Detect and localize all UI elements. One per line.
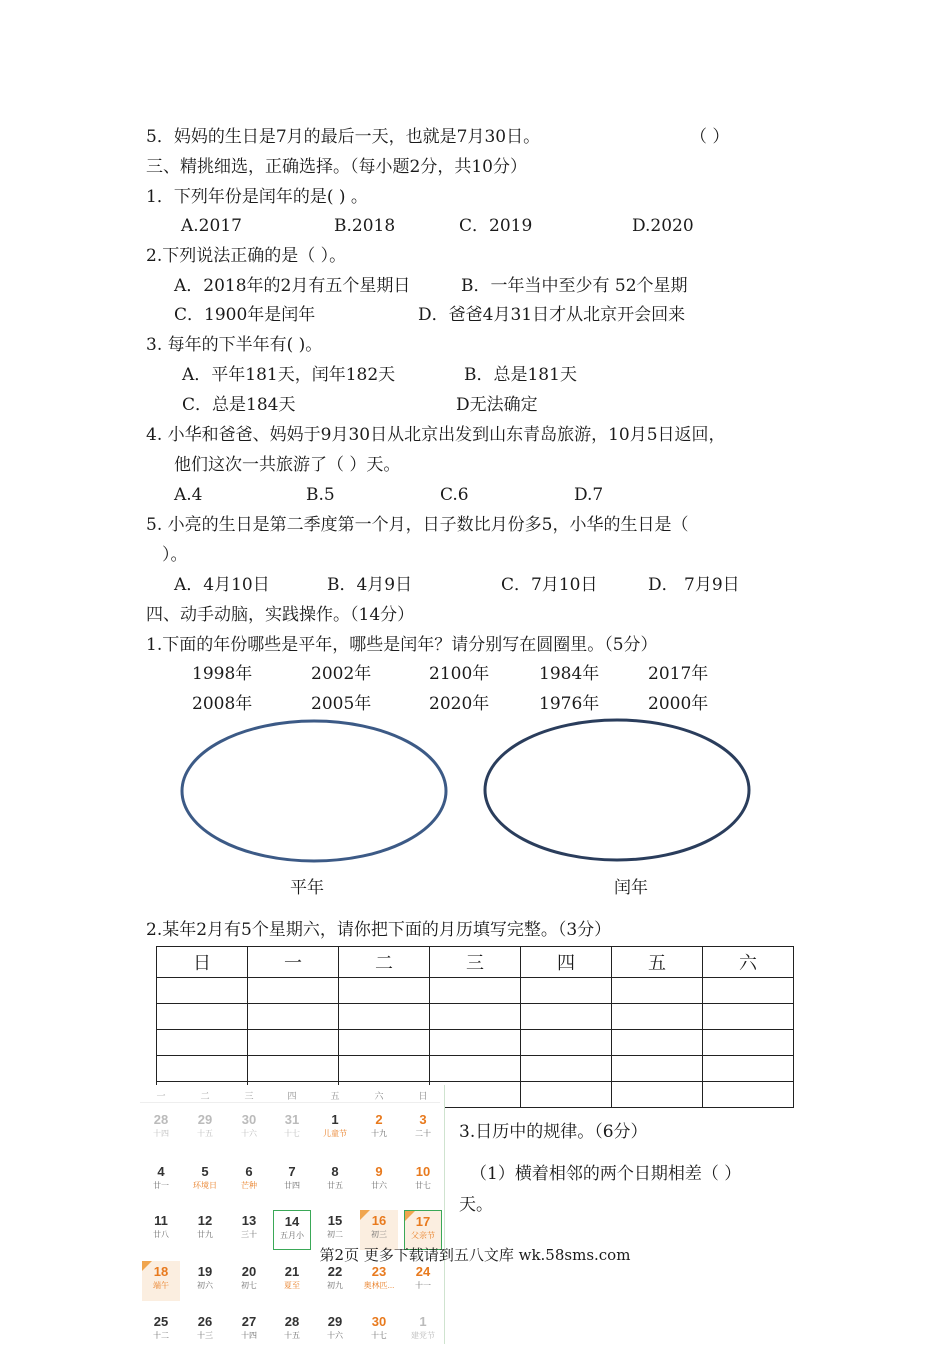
calendar-lunar-label: 芒种 — [241, 1181, 257, 1190]
table-cell[interactable] — [157, 1056, 248, 1082]
calendar-day-number: 3 — [419, 1112, 427, 1127]
year-item: 2008年 — [192, 694, 253, 714]
calendar-day-number: 29 — [327, 1314, 343, 1329]
calendar-lunar-label: 五月小 — [280, 1231, 304, 1240]
calendar-day-cell — [273, 1109, 311, 1149]
table-cell[interactable] — [612, 1030, 703, 1056]
table-cell[interactable] — [703, 1030, 794, 1056]
calendar-day-cell — [360, 1311, 398, 1351]
section-4-title: 四、动手动脑，实践操作。（14分） — [146, 605, 415, 625]
calendar-lunar-label: 二十 — [415, 1129, 431, 1138]
weekday-header: 四 — [521, 947, 612, 978]
calendar-header-divider — [140, 1102, 440, 1103]
s3-q5-option-d: D． 7月9日 — [648, 575, 740, 595]
s4-q3-stem: 3.日历中的规律。（6分） — [459, 1122, 648, 1142]
table-cell[interactable] — [521, 1082, 612, 1108]
calendar-day-number: 23 — [371, 1264, 387, 1279]
calendar-day-number: 16 — [371, 1213, 387, 1228]
s3-q3-option-a: A．平年181天，闰年182天 — [182, 365, 396, 385]
section-3-title: 三、精挑细选，正确选择。（每小题2分，共10分） — [146, 157, 527, 177]
s4-q2-stem: 2.某年2月有5个星期六，请你把下面的月历填写完整。（3分） — [146, 920, 612, 940]
calendar-day-cell — [360, 1161, 398, 1201]
table-cell[interactable] — [339, 1056, 430, 1082]
s3-q1-option-a: A.2017 — [181, 216, 242, 236]
year-item: 1976年 — [539, 694, 600, 714]
calendar-day-cell — [404, 1261, 442, 1301]
year-item: 2002年 — [311, 664, 372, 684]
calendar-day-cell — [404, 1311, 442, 1351]
calendar-lunar-label: 十六 — [241, 1129, 257, 1138]
calendar-day-number: 15 — [327, 1213, 343, 1228]
calendar-day-number: 30 — [241, 1112, 257, 1127]
calendar-day-number: 28 — [153, 1112, 169, 1127]
calendar-day-number: 2 — [375, 1112, 383, 1127]
s3-q1-option-c: C．2019 — [459, 216, 533, 236]
calendar-lunar-label: 儿童节 — [323, 1129, 347, 1138]
year-item: 2020年 — [429, 694, 490, 714]
table-row — [157, 978, 794, 1004]
page-footer: 第2页 更多下载请到五八文库 wk.58sms.com — [319, 1246, 631, 1264]
table-cell[interactable] — [339, 1004, 430, 1030]
calendar-lunar-label: 建党节 — [411, 1331, 435, 1340]
calendar-lunar-label: 十一 — [415, 1281, 431, 1290]
table-cell[interactable] — [339, 978, 430, 1004]
calendar-day-number: 29 — [197, 1112, 213, 1127]
table-cell[interactable] — [339, 1030, 430, 1056]
calendar-screenshot — [140, 1085, 445, 1344]
judge-q5: 5．妈妈的生日是7月的最后一天，也就是7月30日。 — [146, 127, 541, 147]
calendar-day-number: 12 — [197, 1213, 213, 1228]
s3-q5-option-b: B．4月9日 — [327, 575, 413, 595]
calendar-day-cell — [316, 1210, 354, 1250]
calendar-day-cell — [360, 1210, 398, 1250]
table-cell[interactable] — [248, 1004, 339, 1030]
weekday-header: 六 — [703, 947, 794, 978]
calendar-day-cell — [186, 1109, 224, 1149]
calendar-lunar-label: 夏至 — [284, 1281, 300, 1290]
calendar-day-number: 9 — [375, 1164, 383, 1179]
calendar-lunar-label: 初六 — [197, 1281, 213, 1290]
s3-q5-option-c: C．7月10日 — [501, 575, 598, 595]
calendar-day-number: 1 — [331, 1112, 339, 1127]
table-cell[interactable] — [521, 978, 612, 1004]
table-cell[interactable] — [157, 1030, 248, 1056]
calendar-day-number: 13 — [241, 1213, 257, 1228]
calendar-lunar-label: 十四 — [153, 1129, 169, 1138]
s4-q1-stem: 1.下面的年份哪些是平年，哪些是闰年？请分别写在圆圈里。（5分） — [146, 635, 658, 655]
calendar-day-cell — [404, 1210, 442, 1250]
calendar-weekday-header: 日 — [418, 1091, 428, 1101]
s4-q3-part1: （1）横着相邻的两个日期相差（ ） — [470, 1164, 742, 1184]
table-cell[interactable] — [703, 1082, 794, 1108]
s3-q2-option-a: A．2018年的2月有五个星期日 — [174, 276, 411, 296]
leap-year-circle[interactable] — [485, 720, 749, 860]
calendar-day-cell — [230, 1210, 268, 1250]
calendar-day-cell — [230, 1109, 268, 1149]
calendar-day-number: 14 — [284, 1214, 300, 1229]
table-cell[interactable] — [157, 978, 248, 1004]
s3-q4-option-d: D.7 — [574, 485, 604, 505]
calendar-lunar-label: 初三 — [371, 1230, 387, 1239]
calendar-day-cell — [404, 1161, 442, 1201]
calendar-day-number: 31 — [284, 1112, 300, 1127]
table-cell[interactable] — [612, 978, 703, 1004]
calendar-day-number: 17 — [415, 1214, 431, 1229]
calendar-lunar-label: 十二 — [153, 1331, 169, 1340]
s4-q3-part1-cont: 天。 — [459, 1195, 493, 1215]
calendar-day-cell — [230, 1161, 268, 1201]
calendar-lunar-label: 廿五 — [327, 1181, 343, 1190]
table-cell[interactable] — [521, 1004, 612, 1030]
s3-q2-stem: 2.下列说法正确的是（ ）。 — [146, 246, 347, 266]
s3-q5-option-a: A．4月10日 — [174, 575, 270, 595]
calendar-lunar-label: 廿一 — [153, 1181, 169, 1190]
s3-q2-option-c: C．1900年是闰年 — [174, 305, 316, 325]
calendar-day-number: 28 — [284, 1314, 300, 1329]
calendar-day-cell — [273, 1311, 311, 1351]
calendar-day-cell — [404, 1109, 442, 1149]
calendar-day-number: 27 — [241, 1314, 257, 1329]
table-cell[interactable] — [703, 978, 794, 1004]
s3-q3-stem: 3. 每年的下半年有( )。 — [146, 335, 323, 355]
calendar-day-number: 30 — [371, 1314, 387, 1329]
calendar-day-cell — [273, 1261, 311, 1301]
s3-q3-option-b: B．总是181天 — [464, 365, 577, 385]
calendar-day-cell — [273, 1210, 311, 1250]
weekday-header: 五 — [612, 947, 703, 978]
calendar-day-cell — [360, 1109, 398, 1149]
table-cell[interactable] — [703, 1004, 794, 1030]
calendar-day-number: 24 — [415, 1264, 431, 1279]
s3-q2-option-b: B．一年当中至少有 52个星期 — [461, 276, 688, 296]
calendar-day-cell — [273, 1161, 311, 1201]
calendar-day-number: 11 — [154, 1213, 168, 1228]
calendar-lunar-label: 奥林匹... — [363, 1281, 395, 1290]
calendar-day-cell — [230, 1261, 268, 1301]
holiday-corner-tag — [360, 1210, 370, 1220]
calendar-lunar-label: 十三 — [197, 1331, 213, 1340]
common-year-circle[interactable] — [182, 721, 446, 861]
year-item: 2005年 — [311, 694, 372, 714]
common-year-label: 平年 — [290, 878, 324, 898]
calendar-day-number: 1 — [419, 1314, 427, 1329]
month-calendar-table — [156, 946, 794, 1108]
calendar-weekday-header: 六 — [374, 1091, 384, 1101]
s3-q3-option-c: C．总是184天 — [182, 395, 296, 415]
year-item: 2100年 — [429, 664, 490, 684]
calendar-lunar-label: 廿九 — [197, 1230, 213, 1239]
calendar-lunar-label: 十五 — [197, 1129, 213, 1138]
table-cell[interactable] — [521, 1030, 612, 1056]
calendar-day-cell — [316, 1261, 354, 1301]
calendar-weekday-header: 二 — [200, 1091, 210, 1101]
calendar-weekday-header: 三 — [244, 1091, 254, 1101]
calendar-lunar-label: 初二 — [327, 1230, 343, 1239]
calendar-lunar-label: 廿七 — [415, 1181, 431, 1190]
table-cell[interactable] — [430, 1004, 521, 1030]
calendar-weekday-header: 一 — [156, 1091, 166, 1101]
s3-q1-stem: 1．下列年份是闰年的是( ) 。 — [146, 187, 368, 207]
calendar-day-number: 20 — [241, 1264, 257, 1279]
s3-q2-option-d: D．爸爸4月31日才从北京开会回来 — [418, 305, 686, 325]
calendar-day-cell — [316, 1109, 354, 1149]
s3-q3-option-d: D无法确定 — [456, 395, 538, 415]
s3-q4-stem-cont: 他们这次一共旅游了（ ）天。 — [174, 455, 401, 475]
calendar-lunar-label: 廿六 — [371, 1181, 387, 1190]
calendar-day-number: 7 — [288, 1164, 296, 1179]
s3-q1-option-b: B.2018 — [334, 216, 396, 236]
table-cell[interactable] — [612, 1004, 703, 1030]
table-cell[interactable] — [248, 1030, 339, 1056]
s3-q1-option-d: D.2020 — [632, 216, 694, 236]
calendar-lunar-label: 十四 — [241, 1331, 257, 1340]
table-cell[interactable] — [430, 1056, 521, 1082]
calendar-day-cell — [142, 1311, 180, 1351]
s3-q4-option-c: C.6 — [440, 485, 469, 505]
calendar-lunar-label: 十六 — [327, 1331, 343, 1340]
calendar-lunar-label: 初九 — [327, 1281, 343, 1290]
weekday-header: 二 — [339, 947, 430, 978]
table-cell[interactable] — [612, 1056, 703, 1082]
calendar-day-number: 22 — [327, 1264, 343, 1279]
table-row — [157, 1056, 794, 1082]
weekday-header: 三 — [430, 947, 521, 978]
calendar-day-cell — [186, 1311, 224, 1351]
calendar-day-number: 8 — [331, 1164, 339, 1179]
calendar-day-number: 25 — [153, 1314, 169, 1329]
calendar-day-number: 10 — [415, 1164, 431, 1179]
weekday-header: 一 — [248, 947, 339, 978]
year-item: 2017年 — [648, 664, 709, 684]
leap-year-label: 闰年 — [614, 878, 648, 898]
calendar-lunar-label: 廿八 — [153, 1230, 169, 1239]
calendar-day-cell — [186, 1210, 224, 1250]
calendar-day-number: 4 — [157, 1164, 165, 1179]
calendar-lunar-label: 十九 — [371, 1129, 387, 1138]
year-item: 1984年 — [539, 664, 600, 684]
year-item: 1998年 — [192, 664, 253, 684]
table-cell[interactable] — [430, 1030, 521, 1056]
holiday-corner-tag — [405, 1211, 415, 1221]
table-cell[interactable] — [430, 978, 521, 1004]
calendar-day-cell — [142, 1161, 180, 1201]
s3-q4-stem: 4. 小华和爸爸、妈妈于9月30日从北京出发到山东青岛旅游，10月5日返回， — [146, 425, 726, 445]
calendar-day-number: 26 — [197, 1314, 213, 1329]
s3-q5-stem-cont: ）。 — [162, 545, 188, 565]
calendar-lunar-label: 父亲节 — [411, 1231, 435, 1240]
table-cell[interactable] — [157, 1004, 248, 1030]
year-item: 2000年 — [648, 694, 709, 714]
table-cell[interactable] — [521, 1056, 612, 1082]
s3-q4-option-b: B.5 — [306, 485, 335, 505]
calendar-lunar-label: 十七 — [284, 1129, 300, 1138]
weekday-header: 日 — [157, 947, 248, 978]
calendar-day-cell — [142, 1109, 180, 1149]
calendar-day-cell — [316, 1161, 354, 1201]
calendar-weekday-header: 四 — [287, 1091, 297, 1101]
calendar-day-number: 19 — [197, 1264, 213, 1279]
table-cell[interactable] — [612, 1082, 703, 1108]
calendar-day-number: 6 — [245, 1164, 253, 1179]
table-cell[interactable] — [248, 1056, 339, 1082]
calendar-day-number: 18 — [153, 1264, 169, 1279]
calendar-day-cell — [230, 1311, 268, 1351]
judge-q5-paren: （ ） — [690, 127, 730, 147]
table-cell[interactable] — [703, 1056, 794, 1082]
calendar-lunar-label: 十七 — [371, 1331, 387, 1340]
calendar-lunar-label: 三十 — [241, 1230, 257, 1239]
calendar-day-cell — [186, 1161, 224, 1201]
calendar-day-cell — [186, 1261, 224, 1301]
calendar-day-number: 21 — [284, 1264, 300, 1279]
table-row — [157, 1030, 794, 1056]
s3-q5-stem: 5. 小亮的生日是第二季度第一个月，日子数比月份多5，小华的生日是（ — [146, 515, 689, 535]
table-row — [157, 1004, 794, 1030]
calendar-day-cell — [142, 1210, 180, 1250]
calendar-day-cell — [360, 1261, 398, 1301]
calendar-day-number: 5 — [201, 1164, 209, 1179]
calendar-lunar-label: 端午 — [153, 1281, 169, 1290]
calendar-day-cell — [142, 1261, 180, 1301]
calendar-lunar-label: 初七 — [241, 1281, 257, 1290]
table-cell[interactable] — [248, 978, 339, 1004]
calendar-lunar-label: 环境日 — [193, 1181, 217, 1190]
table-header-row — [157, 947, 794, 978]
calendar-weekday-header: 五 — [330, 1091, 340, 1101]
calendar-lunar-label: 十五 — [284, 1331, 300, 1340]
calendar-day-cell — [316, 1311, 354, 1351]
calendar-lunar-label: 廿四 — [284, 1181, 300, 1190]
s3-q4-option-a: A.4 — [174, 485, 203, 505]
